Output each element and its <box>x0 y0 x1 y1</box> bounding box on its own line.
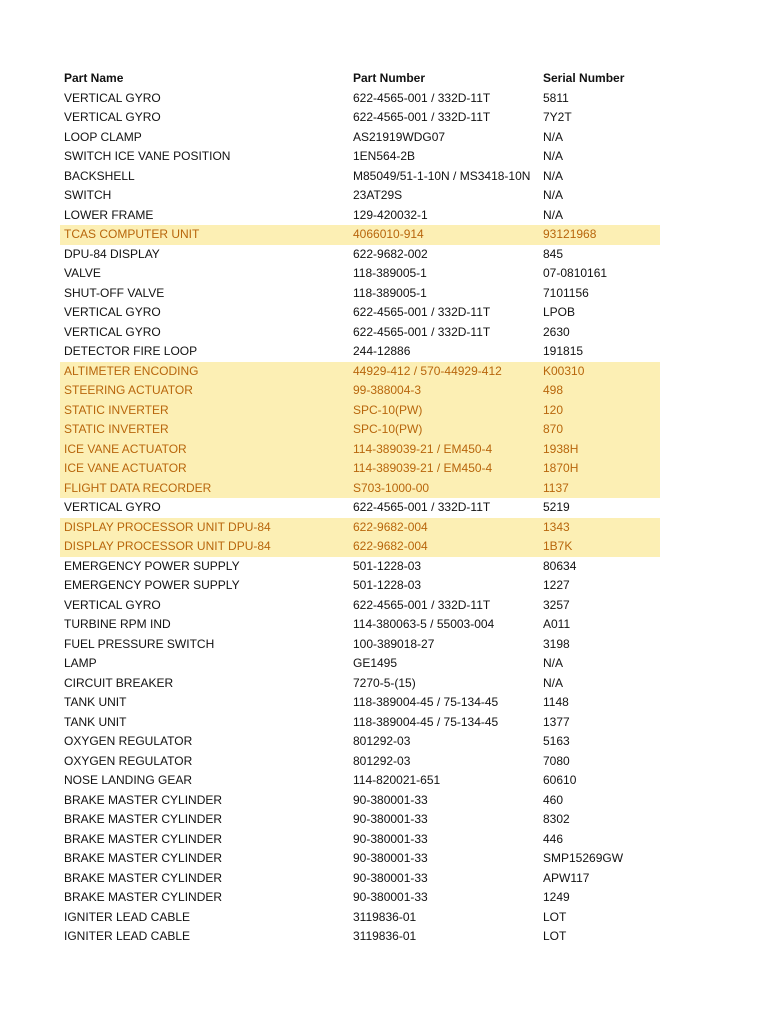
part-number-cell: 622-4565-001 / 332D-11T <box>353 110 491 124</box>
table-row <box>60 108 660 128</box>
part-name-cell: LAMP <box>64 656 97 670</box>
part-name-cell: IGNITER LEAD CABLE <box>64 909 191 924</box>
part-number-cell: 501-1228-03 <box>353 578 422 592</box>
table-row <box>60 323 660 343</box>
serial-number-cell: N/A <box>543 656 564 670</box>
part-number-cell: 90-380001-33 <box>353 870 428 885</box>
table-row <box>60 128 660 148</box>
part-name-cell: TURBINE RPM IND <box>64 617 171 631</box>
serial-number-cell: N/A <box>543 207 564 222</box>
part-number-cell: 90-380001-33 <box>353 812 428 826</box>
part-number-cell: 801292-03 <box>353 753 411 768</box>
part-name-cell: FUEL PRESSURE SWITCH <box>64 636 215 651</box>
part-number-cell: 118-389004-45 / 75-134-45 <box>353 714 499 729</box>
part-name-cell: TCAS COMPUTER UNIT <box>64 227 200 241</box>
part-number-cell: 622-4565-001 / 332D-11T <box>353 90 491 105</box>
part-name-cell: NOSE LANDING GEAR <box>64 773 193 787</box>
part-number-cell: 622-4565-001 / 332D-11T <box>353 597 491 612</box>
part-number-cell: 114-820021-651 <box>353 773 441 787</box>
part-number-cell: 44929-412 / 570-44929-412 <box>353 363 502 378</box>
table-row-highlighted <box>60 381 660 401</box>
part-name-cell: STATIC INVERTER <box>64 402 169 417</box>
serial-number-cell: 1137 <box>543 480 569 495</box>
serial-number-cell: 446 <box>543 831 564 846</box>
table-row-highlighted <box>60 420 660 440</box>
parts-table <box>60 69 660 947</box>
part-name-cell: DISPLAY PROCESSOR UNIT DPU-84 <box>64 519 271 534</box>
serial-number-cell: N/A <box>543 129 564 144</box>
table-row <box>60 557 660 577</box>
part-name-cell: STEERING ACTUATOR <box>64 383 193 397</box>
table-row-highlighted <box>60 459 660 479</box>
part-number-cell: 622-9682-004 <box>353 519 428 534</box>
table-row-highlighted <box>60 479 660 499</box>
table-row-highlighted <box>60 362 660 382</box>
serial-number-cell: 60610 <box>543 773 577 787</box>
table-row-highlighted <box>60 537 660 557</box>
part-number-cell: 622-4565-001 / 332D-11T <box>353 500 491 514</box>
table-row <box>60 147 660 167</box>
part-name-cell: EMERGENCY POWER SUPPLY <box>64 558 240 573</box>
part-number-cell: M85049/51-1-10N / MS3418-10N <box>353 168 531 183</box>
serial-number-cell: 1249 <box>543 890 570 904</box>
table-row <box>60 927 660 947</box>
part-name-cell: DPU-84 DISPLAY <box>64 246 160 261</box>
part-number-cell: 118-389005-1 <box>353 285 427 300</box>
table-row <box>60 810 660 830</box>
part-number-cell: 801292-03 <box>353 734 411 748</box>
serial-number-cell: 191815 <box>543 344 584 358</box>
part-name-cell: OXYGEN REGULATOR <box>64 753 193 768</box>
part-number-cell: GE1495 <box>353 656 398 670</box>
part-name-cell: BRAKE MASTER CYLINDER <box>64 851 223 865</box>
serial-number-cell: N/A <box>543 168 564 183</box>
part-name-cell: BRAKE MASTER CYLINDER <box>64 831 223 846</box>
table-row <box>60 576 660 596</box>
part-number-cell: AS21919WDG07 <box>353 129 446 144</box>
part-name-cell: CIRCUIT BREAKER <box>64 675 174 690</box>
table-row <box>60 732 660 752</box>
part-number-cell: 244-12886 <box>353 344 411 358</box>
table-row <box>60 674 660 694</box>
part-number-cell: 622-9682-002 <box>353 246 428 261</box>
table-row <box>60 752 660 772</box>
serial-number-cell: 1227 <box>543 578 570 592</box>
table-row <box>60 693 660 713</box>
table-row <box>60 908 660 928</box>
serial-number-cell: LOT <box>543 909 567 924</box>
table-row-highlighted <box>60 518 660 538</box>
part-name-cell: VERTICAL GYRO <box>64 324 161 339</box>
table-row <box>60 498 660 518</box>
part-number-cell: 118-389005-1 <box>353 266 427 280</box>
part-number-cell: 90-380001-33 <box>353 792 428 807</box>
table-row <box>60 264 660 284</box>
serial-number-cell: 1148 <box>543 695 569 709</box>
table-row <box>60 713 660 733</box>
part-name-cell: STATIC INVERTER <box>64 422 169 436</box>
part-number-cell: 622-4565-001 / 332D-11T <box>353 305 491 319</box>
table-row <box>60 245 660 265</box>
part-name-cell: LOOP CLAMP <box>64 129 142 144</box>
part-name-cell: VERTICAL GYRO <box>64 305 161 319</box>
part-number-cell: 3119836-01 <box>353 929 417 943</box>
part-name-cell: BRAKE MASTER CYLINDER <box>64 792 223 807</box>
serial-number-cell: LOT <box>543 929 567 943</box>
table-row <box>60 89 660 109</box>
part-number-cell: 90-380001-33 <box>353 831 428 846</box>
part-name-cell: VERTICAL GYRO <box>64 500 161 514</box>
serial-number-cell: 1B7K <box>543 539 573 553</box>
table-row <box>60 206 660 226</box>
serial-number-cell: 7080 <box>543 753 570 768</box>
part-number-cell: 90-380001-33 <box>353 851 428 865</box>
serial-number-cell: 460 <box>543 792 564 807</box>
serial-number-cell: SMP15269GW <box>543 851 624 865</box>
table-row <box>60 654 660 674</box>
serial-number-cell: 2630 <box>543 324 570 339</box>
table-row <box>60 167 660 187</box>
serial-number-cell: N/A <box>543 675 564 690</box>
table-row-highlighted <box>60 225 660 245</box>
part-name-cell: SHUT-OFF VALVE <box>64 285 165 300</box>
part-name-cell: VALVE <box>64 266 101 280</box>
serial-number-cell: A011 <box>543 617 571 631</box>
table-row <box>60 888 660 908</box>
part-name-cell: ICE VANE ACTUATOR <box>64 441 187 456</box>
part-number-cell: SPC-10(PW) <box>353 402 423 417</box>
part-number-cell: 622-4565-001 / 332D-11T <box>353 324 491 339</box>
table-row <box>60 791 660 811</box>
serial-number-cell: 870 <box>543 422 564 436</box>
part-number-cell: 3119836-01 <box>353 909 417 924</box>
table-row <box>60 303 660 323</box>
serial-number-cell: 845 <box>543 246 564 261</box>
table-row <box>60 615 660 635</box>
part-number-cell: 114-380063-5 / 55003-004 <box>353 617 495 631</box>
serial-number-cell: 93121968 <box>543 227 597 241</box>
part-number-cell: 129-420032-1 <box>353 207 428 222</box>
part-name-cell: DISPLAY PROCESSOR UNIT DPU-84 <box>64 539 271 553</box>
serial-number-cell: 1870H <box>543 461 579 475</box>
part-number-cell: 90-380001-33 <box>353 890 428 904</box>
table-row-highlighted <box>60 440 660 460</box>
part-name-cell: TANK UNIT <box>64 695 127 709</box>
serial-number-cell: 1343 <box>543 519 570 534</box>
part-name-cell: OXYGEN REGULATOR <box>64 734 193 748</box>
part-name-cell: SWITCH <box>64 188 112 202</box>
serial-number-cell: 5811 <box>543 90 569 105</box>
serial-number-cell: 5163 <box>543 734 570 748</box>
table-row <box>60 596 660 616</box>
table-row-highlighted <box>60 401 660 421</box>
table-row <box>60 830 660 850</box>
part-name-cell: LOWER FRAME <box>64 207 154 222</box>
part-name-cell: ICE VANE ACTUATOR <box>64 461 187 475</box>
part-name-cell: DETECTOR FIRE LOOP <box>64 344 198 358</box>
part-number-cell: 118-389004-45 / 75-134-45 <box>353 695 499 709</box>
part-name-cell: BRAKE MASTER CYLINDER <box>64 870 223 885</box>
table-row <box>60 869 660 889</box>
part-name-cell: BRAKE MASTER CYLINDER <box>64 812 223 826</box>
part-name-cell: IGNITER LEAD CABLE <box>64 929 191 943</box>
table-row <box>60 635 660 655</box>
part-number-cell: 99-388004-3 <box>353 383 422 397</box>
part-name-cell: EMERGENCY POWER SUPPLY <box>64 578 240 592</box>
part-name-cell: BACKSHELL <box>64 168 135 183</box>
serial-number-cell: 07-0810161 <box>543 266 608 280</box>
serial-number-cell: 5219 <box>543 500 570 514</box>
serial-number-cell: N/A <box>543 188 564 202</box>
table-row <box>60 771 660 791</box>
serial-number-cell: N/A <box>543 149 564 163</box>
part-number-cell: 501-1228-03 <box>353 558 422 573</box>
part-number-cell: 4066010-914 <box>353 227 424 241</box>
header-serial-number: Serial Number <box>543 71 625 85</box>
part-number-cell: 7270-5-(15) <box>353 675 416 690</box>
part-number-cell: 100-389018-27 <box>353 636 435 651</box>
table-row <box>60 186 660 206</box>
part-number-cell: 23AT29S <box>353 188 403 202</box>
header-part-number: Part Number <box>353 71 426 85</box>
part-name-cell: ALTIMETER ENCODING <box>64 363 199 378</box>
serial-number-cell: 120 <box>543 402 564 417</box>
part-number-cell: 114-389039-21 / EM450-4 <box>353 441 493 456</box>
table-body <box>60 89 660 947</box>
part-name-cell: VERTICAL GYRO <box>64 90 161 105</box>
table-row <box>60 284 660 304</box>
part-number-cell: 114-389039-21 / EM450-4 <box>353 461 493 475</box>
serial-number-cell: 8302 <box>543 812 570 826</box>
part-number-cell: 1EN564-2B <box>353 149 416 163</box>
part-number-cell: S703-1000-00 <box>353 480 430 495</box>
serial-number-cell: 1377 <box>543 714 570 729</box>
header-part-name: Part Name <box>64 71 124 85</box>
part-name-cell: VERTICAL GYRO <box>64 110 161 124</box>
serial-number-cell: 1938H <box>543 441 579 456</box>
serial-number-cell: 80634 <box>543 558 577 573</box>
serial-number-cell: LPOB <box>543 305 576 319</box>
table-row <box>60 342 660 362</box>
part-number-cell: 622-9682-004 <box>353 539 428 553</box>
serial-number-cell: 7Y2T <box>543 110 572 124</box>
serial-number-cell: 498 <box>543 383 564 397</box>
part-number-cell: SPC-10(PW) <box>353 422 423 436</box>
part-name-cell: FLIGHT DATA RECORDER <box>64 480 212 495</box>
table-row <box>60 849 660 869</box>
serial-number-cell: 7101156 <box>543 285 589 300</box>
part-name-cell: SWITCH ICE VANE POSITION <box>64 149 231 163</box>
serial-number-cell: 3198 <box>543 636 570 651</box>
serial-number-cell: K00310 <box>543 363 585 378</box>
serial-number-cell: 3257 <box>543 597 570 612</box>
part-name-cell: TANK UNIT <box>64 714 127 729</box>
part-name-cell: BRAKE MASTER CYLINDER <box>64 890 223 904</box>
table-header-row <box>60 69 660 89</box>
part-name-cell: VERTICAL GYRO <box>64 597 161 612</box>
serial-number-cell: APW117 <box>543 870 590 885</box>
